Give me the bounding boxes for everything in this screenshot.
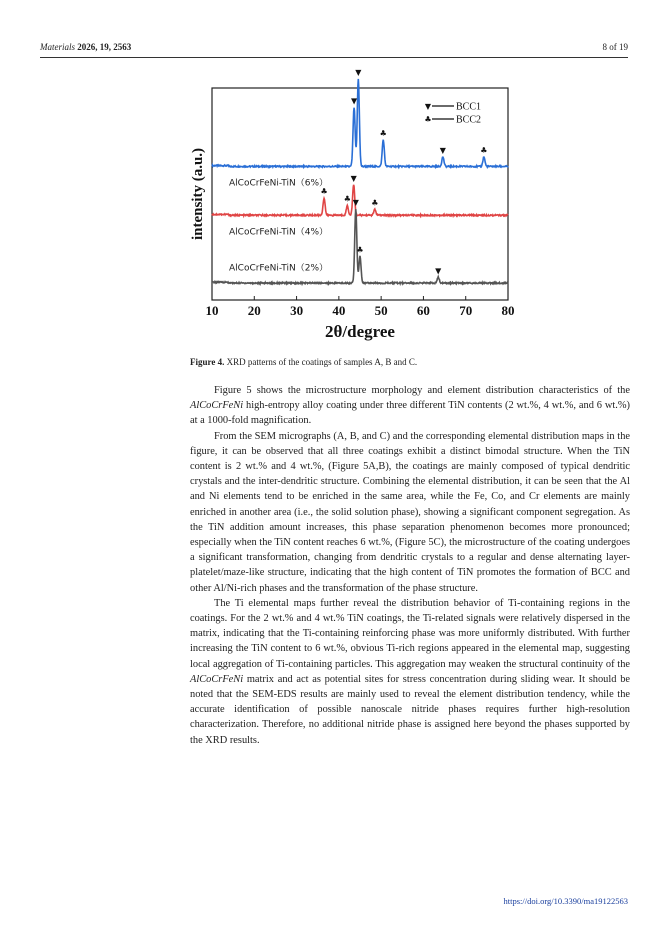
legend-label: BCC1 <box>456 101 482 113</box>
x-tick-label: 20 <box>247 303 261 318</box>
page-header <box>40 42 628 56</box>
page-number: 8 of 19 <box>602 42 628 52</box>
paragraph: The Ti elemental maps further reveal the distribution behavior of Ti-containing regions in the coatings. For the 2 wt.% and 4 wt.% TiN coatings, the Ti-related signals were relatively dispersed in the matrix, indicating that the Ti-containing reinforcing phase was more uniformly distributed. With further increasing the TiN content to 6 wt.%, obvious Ti-rich regions appeared in the elemental map, suggesting local aggregation of Ti-containing particles. This aggregation may weaken the structural continuity of the AlCoCrFeNi matrix and act as potential sites for stress concentration during sliding wear. It should be noted that the SEM-EDS results are mainly used to reveal the element distribution tendency, while the accurate identification of possible nanoscale nitride phases requires further high-resolution characterization. Therefore, no additional nitride phase is assigned here beyond the phases supported by the XRD results. <box>190 597 630 746</box>
peak-marker: ▼ <box>435 266 442 276</box>
x-axis-label: 2θ/degree <box>325 322 395 341</box>
x-tick-label: 60 <box>416 303 430 318</box>
x-tick-label: 80 <box>501 303 515 318</box>
caption-label: Figure 4. <box>190 357 225 367</box>
figure-caption <box>190 357 417 367</box>
journal-citation: Materials 2026, 19, 2563 <box>40 42 132 52</box>
peak-marker: ♣ <box>320 187 328 197</box>
header-rule <box>40 57 628 58</box>
peak-marker: ♣ <box>379 128 387 138</box>
peak-marker: ♣ <box>343 194 351 204</box>
x-tick-label: 40 <box>332 303 346 318</box>
peak-marker: ♣ <box>371 198 379 208</box>
peak-marker: ♣ <box>356 245 364 255</box>
body-text <box>190 383 630 748</box>
peak-marker: ▼ <box>352 197 359 207</box>
legend-label: BCC2 <box>456 114 482 126</box>
x-tick-label: 50 <box>374 303 388 318</box>
legend-marker: ♣ <box>424 115 432 124</box>
x-tick-label: 10 <box>205 303 219 318</box>
peak-marker: ♣ <box>480 145 488 155</box>
paragraph: From the SEM micrographs (A, B, and C) and the corresponding elemental distribution maps in the figure, it can be observed that all three coatings exhibit a distinct bimodal structure. When the TiN content is 2 wt.% and 4 wt.%, (Figure 5A,B), the coatings are mainly composed of typical dendritic crystals and the inter-dendritic structure. Combining the elemental distribution, it can be seen that the Al and Ni elements tend to be enriched in the same area, while the Fe, Co, and Cr elements are mainly enriched in another area (i.e., the solid solution phase), showing a significant component segregation. As the TiN addition amount increases, this phase separation phenomenon becomes more pronounced; especially when the TiN content reaches 6 wt.%, (Figure 5C), the microstructure of the coating undergoes a significant transformation, changing from dendritic crystals to a regular and dense alternating layer-platelet/maze-like structure, indicating that the high content of TiN promotes the formation of BCC and other Al/Ni-rich phases and the transformation of the phase structure. <box>190 430 630 594</box>
legend-marker: ▼ <box>424 102 432 111</box>
doi-link[interactable]: https://doi.org/10.3390/ma19122563 <box>503 896 628 906</box>
peak-marker: ▼ <box>350 173 357 183</box>
series-line <box>212 185 508 216</box>
x-tick-label: 70 <box>459 303 473 318</box>
caption-text: XRD patterns of the coatings of samples A, B and C. <box>224 357 418 367</box>
peak-marker: ▼ <box>355 68 362 78</box>
series-label: AlCoCrFeNi-TiN（2%） <box>229 263 329 274</box>
xrd-chart <box>180 68 524 350</box>
series-label: AlCoCrFeNi-TiN（4%） <box>229 227 329 238</box>
y-axis-label: intensity (a.u.) <box>190 147 206 241</box>
series-label: AlCoCrFeNi-TiN（6%） <box>229 178 329 189</box>
paragraph: Figure 5 shows the microstructure morphology and element distribution characteristics of the AlCoCrFeNi high-entropy alloy coating under three different TiN contents (2 wt.%, 4 wt.%, and 6 wt.%) at a 1000-fold magnification. <box>190 385 630 427</box>
peak-marker: ▼ <box>351 96 358 106</box>
x-tick-label: 30 <box>290 303 304 318</box>
peak-marker: ▼ <box>439 145 446 155</box>
